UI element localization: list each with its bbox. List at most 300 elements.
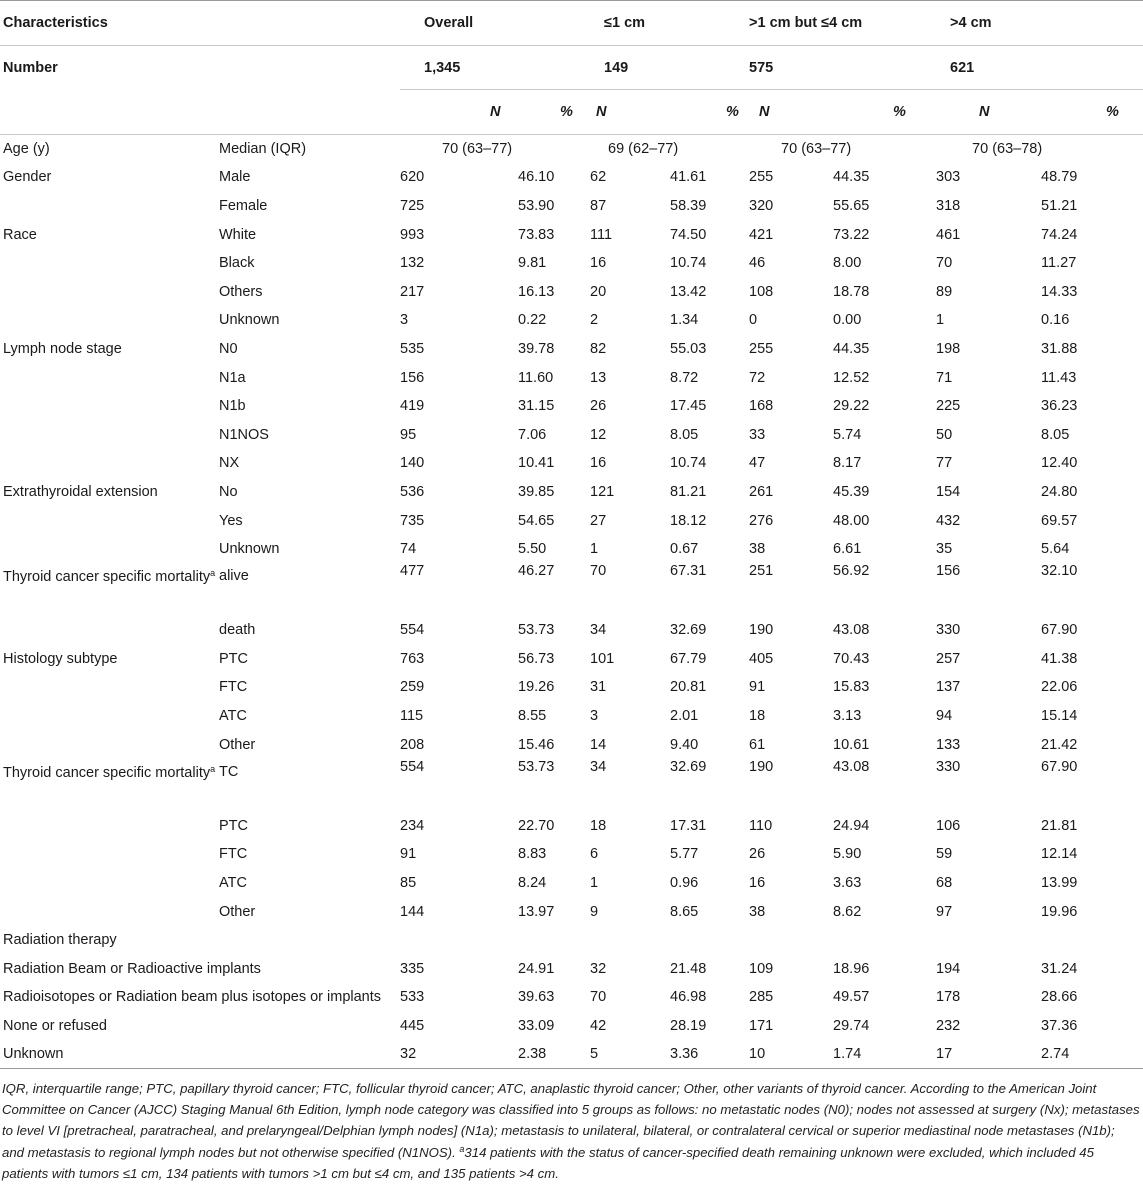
count-cell: 445 [400,1018,425,1035]
group-header-le1cm: ≤1 cm [590,1,749,46]
count-cell: 0 [749,312,758,329]
percent-cell: 9.40 [670,736,699,753]
count-cell: 70 [936,255,953,272]
count-cell: 190 [749,622,774,639]
row-subcategory: N1b [219,398,246,415]
row-category [0,535,218,564]
count-cell: 89 [936,283,953,300]
count-cell: 34 [590,622,607,639]
percent-cell: 2.01 [670,708,699,725]
percent-cell: 22.06 [1041,679,1078,696]
percent-cell: 10.74 [670,455,707,472]
percent-cell: 41.38 [1041,650,1078,667]
count-cell: 171 [749,1018,774,1035]
row-category [0,506,218,535]
number-le1cm: 149 [590,46,749,90]
count-cell: 535 [400,340,425,357]
percent-cell: 3.13 [833,708,862,725]
count-cell: 72 [749,369,766,386]
percent-cell: 21.81 [1041,817,1078,834]
percent-cell: 45.39 [833,483,870,500]
count-cell: 38 [749,903,766,920]
count-cell: 16 [749,875,766,892]
table-row [0,673,1143,702]
row-subcategory: Unknown [219,312,280,329]
percent-cell: 37.36 [1041,1018,1078,1035]
percent-cell: 43.08 [833,758,870,775]
row-subcategory: ATC [219,708,247,725]
percent-cell: 11.27 [1041,255,1077,272]
count-cell: 87 [590,197,607,214]
percent-cell: 5.74 [833,426,862,443]
percent-cell: 32.10 [1041,563,1078,580]
table-row [0,812,1143,841]
percent-cell: 0.00 [833,312,862,329]
count-cell: 144 [400,903,425,920]
count-cell: 255 [749,169,774,186]
count-cell: 234 [400,817,425,834]
row-category [0,392,218,421]
count-cell: 85 [400,875,417,892]
count-cell: 18 [590,817,607,834]
count-cell: 190 [749,758,774,775]
table-row [0,702,1143,731]
count-cell: 251 [749,563,774,580]
count-cell: 50 [936,426,953,443]
percent-cell: 9.81 [518,255,547,272]
count-cell: 14 [590,736,607,753]
count-cell: 620 [400,169,425,186]
count-cell: 554 [400,622,425,639]
percent-cell: 22.70 [518,817,555,834]
row-category-text: Extrathyroidal extension [3,483,158,500]
count-cell: 330 [936,758,961,775]
median-value: 69 (62–77) [608,141,679,158]
table-row [0,897,1143,926]
percent-cell: 39.78 [518,340,555,357]
percent-cell: 81.21 [670,483,707,500]
percent-cell: 16.13 [518,283,555,300]
row-category [0,249,218,278]
median-value: 70 (63–77) [442,141,513,158]
percent-cell: 28.66 [1041,989,1078,1006]
count-cell: 421 [749,226,774,243]
count-cell: 993 [400,226,425,243]
percent-cell: 73.22 [833,226,870,243]
percent-cell: 10.41 [518,455,555,472]
count-cell: 405 [749,650,774,667]
percent-cell: 73.83 [518,226,555,243]
row-subcategory: Yes [219,512,243,529]
row-category [0,220,218,249]
percent-column-header: % [1106,104,1119,120]
percent-cell: 18.12 [670,512,707,529]
median-value: 70 (63–78) [972,141,1043,158]
percent-cell: 24.91 [518,960,555,977]
row-category [0,135,218,164]
percent-cell: 3.36 [670,1046,699,1063]
footnote-text: IQR, interquartile range; PTC, papillary thyroid cancer; FTC, follicular thyroid cancer; ATC, anaplastic thyroid cancer; Other, other variants of thyroid cancer. According to the American Joint Committee on Cancer (AJCC) Staging Manual 6th Edition, lymph node category was classified into 5 groups as follows: no metastatic nodes (N0); nodes not assessed at surgery (Nx); metastases to level VI [pretracheal, paratracheal, and prelaryngeal/Delphian lymph nodes] (N1a); metastasis to unilateral, bilateral, or contralateral cervical or superior mediastinal node metastases (N1b); and metastasis to regional lymph nodes but not otherwise specified (N1NOS). [2,1081,1140,1160]
percent-cell: 6.61 [833,541,862,558]
percent-cell: 31.88 [1041,340,1078,357]
percent-cell: 8.83 [518,846,547,863]
table-row [0,926,1143,955]
row-subcategory: Median (IQR) [219,141,307,158]
count-cell: 137 [936,679,961,696]
count-cell: 133 [936,736,961,753]
footnote-text-2: 314 patients with the status of cancer-specified death remaining unknown were excluded, which included 45 patients with tumors ≤1 cm, 134 patients with tumors >1 cm but ≤4 cm, and 135 patients >4 cm. [2,1144,1094,1181]
percent-cell: 31.15 [518,398,555,415]
percent-cell: 67.90 [1041,758,1078,775]
count-cell: 3 [590,708,599,725]
percent-cell: 54.65 [518,512,555,529]
table-row [0,163,1143,192]
count-cell: 225 [936,398,961,415]
count-cell: 461 [936,226,961,243]
count-cell: 31 [590,679,607,696]
percent-column-header: % [893,104,906,120]
count-cell: 735 [400,512,425,529]
table-row [0,420,1143,449]
row-category [0,702,218,731]
count-cell: 9 [590,903,599,920]
count-cell: 47 [749,455,766,472]
count-cell: 285 [749,989,774,1006]
percent-cell: 44.35 [833,340,870,357]
percent-cell: 17.45 [670,398,707,415]
count-cell: 91 [400,846,417,863]
count-cell: 121 [590,483,615,500]
count-cell: 94 [936,708,953,725]
row-category [0,897,218,926]
count-cell: 68 [936,875,953,892]
group-header-overall: Overall [400,1,590,46]
percent-cell: 51.21 [1041,197,1078,214]
percent-cell: 39.85 [518,483,555,500]
percent-cell: 55.03 [670,340,707,357]
row-category-text: Thyroid cancer specific mortality [3,569,211,586]
row-label: None or refused [3,1018,107,1035]
percent-cell: 67.79 [670,650,707,667]
count-cell: 27 [590,512,607,529]
number-1to4cm: 575 [749,46,936,90]
count-cell: 62 [590,169,607,186]
row-subcategory: Black [219,255,255,272]
row-category [0,478,218,507]
row-category [0,449,218,478]
percent-cell: 7.06 [518,426,547,443]
percent-cell: 0.67 [670,541,699,558]
table-body [0,135,1143,1069]
count-cell: 32 [590,960,607,977]
n-percent-header-row [0,90,1143,135]
percent-cell: 11.43 [1041,369,1077,386]
percent-cell: 53.90 [518,197,555,214]
percent-cell: 8.72 [670,369,699,386]
percent-cell: 70.43 [833,650,870,667]
row-label: Radiation Beam or Radioactive implants [3,960,261,977]
count-cell: 232 [936,1018,961,1035]
group-header-gt4cm: >4 cm [936,1,1143,46]
count-cell: 101 [590,650,615,667]
percent-cell: 44.35 [833,169,870,186]
count-cell: 46 [749,255,766,272]
row-category [0,645,218,674]
percent-cell: 67.90 [1041,622,1078,639]
count-cell: 70 [590,563,607,580]
percent-cell: 15.46 [518,736,555,753]
footnote-superscript: a [459,1143,465,1154]
percent-cell: 0.96 [670,875,699,892]
group-header-row [0,1,1143,46]
count-cell: 419 [400,398,425,415]
percent-cell: 15.83 [833,679,870,696]
percent-cell: 10.61 [833,736,870,753]
count-cell: 725 [400,197,425,214]
table-row [0,135,1143,164]
table-row [0,645,1143,674]
percent-cell: 55.65 [833,197,870,214]
count-cell: 74 [400,541,417,558]
count-cell: 156 [936,563,961,580]
count-cell: 198 [936,340,961,357]
count-cell: 59 [936,846,953,863]
count-cell: 20 [590,283,607,300]
count-cell: 110 [749,817,773,834]
row-category-text: Lymph node stage [3,340,122,357]
count-cell: 10 [749,1046,766,1063]
percent-cell: 10.74 [670,255,707,272]
row-subcategory: No [219,483,238,500]
percent-cell: 11.60 [518,369,554,386]
table-row [0,563,1143,616]
count-cell: 132 [400,255,425,272]
percent-cell: 8.55 [518,708,547,725]
count-cell: 276 [749,512,774,529]
count-cell: 261 [749,483,774,500]
count-cell: 6 [590,846,599,863]
percent-cell: 46.98 [670,989,707,1006]
percent-cell: 3.63 [833,875,862,892]
count-cell: 154 [936,483,961,500]
count-cell: 217 [400,283,425,300]
percent-cell: 29.22 [833,398,870,415]
table-row [0,392,1143,421]
percent-cell: 28.19 [670,1018,707,1035]
count-cell: 16 [590,455,607,472]
percent-cell: 36.23 [1041,398,1078,415]
characteristics-header: Characteristics [0,1,218,46]
row-subcategory: White [219,226,257,243]
row-subcategory: N0 [219,340,238,357]
row-subcategory: PTC [219,817,248,834]
count-cell: 82 [590,340,607,357]
count-cell: 318 [936,197,961,214]
table-row [0,535,1143,564]
number-gt4cm: 621 [936,46,1143,90]
percent-cell: 8.65 [670,903,699,920]
percent-column-header: % [726,104,739,120]
count-cell: 115 [400,708,424,725]
percent-cell: 21.48 [670,960,707,977]
table-row [0,616,1143,645]
percent-cell: 5.50 [518,541,547,558]
count-cell: 32 [400,1046,417,1063]
percent-cell: 12.14 [1041,846,1078,863]
n-column-header: N [759,104,770,120]
count-cell: 5 [590,1046,599,1063]
percent-cell: 8.17 [833,455,862,472]
table-row [0,220,1143,249]
percent-cell: 48.00 [833,512,870,529]
percent-cell: 18.96 [833,960,870,977]
count-cell: 1 [590,541,599,558]
percent-cell: 14.33 [1041,283,1078,300]
percent-cell: 13.99 [1041,875,1078,892]
percent-cell: 13.97 [518,903,555,920]
count-cell: 109 [749,960,774,977]
row-category [0,420,218,449]
count-cell: 95 [400,426,417,443]
table-row [0,249,1143,278]
percent-cell: 49.57 [833,989,870,1006]
count-cell: 13 [590,369,607,386]
count-cell: 477 [400,563,425,580]
table-row [0,506,1143,535]
percent-cell: 15.14 [1041,708,1078,725]
row-subcategory: Unknown [219,541,280,558]
percent-cell: 20.81 [670,679,707,696]
count-cell: 77 [936,455,953,472]
count-cell: 140 [400,455,425,472]
count-cell: 108 [749,283,774,300]
row-subcategory: PTC [219,650,248,667]
count-cell: 255 [749,340,774,357]
row-label: Unknown [3,1046,64,1063]
n-column-header: N [596,104,607,120]
row-category [0,306,218,335]
percent-cell: 32.69 [670,758,707,775]
number-label: Number [3,59,58,76]
count-cell: 178 [936,989,961,1006]
count-cell: 12 [590,426,607,443]
row-subcategory: Other [219,903,256,920]
table-row [0,955,1143,984]
percent-cell: 19.96 [1041,903,1078,920]
table-row [0,335,1143,364]
percent-cell: 0.22 [518,312,547,329]
percent-cell: 5.64 [1041,541,1070,558]
percent-column-header: % [560,104,573,120]
row-subcategory: Female [219,197,268,214]
row-category [0,616,218,645]
table-row [0,1012,1143,1041]
percent-cell: 5.77 [670,846,699,863]
row-category [0,335,218,364]
row-subcategory: Others [219,283,263,300]
count-cell: 42 [590,1018,607,1035]
count-cell: 432 [936,512,961,529]
count-cell: 536 [400,483,425,500]
count-cell: 533 [400,989,425,1006]
percent-cell: 74.24 [1041,226,1078,243]
table-row [0,983,1143,1012]
count-cell: 208 [400,736,425,753]
n-column-header: N [490,104,501,120]
count-cell: 156 [400,369,425,386]
count-cell: 35 [936,541,953,558]
count-cell: 303 [936,169,961,186]
percent-cell: 48.79 [1041,169,1078,186]
row-category-text: Gender [3,169,52,186]
table-row [0,840,1143,869]
count-cell: 111 [590,226,613,243]
percent-cell: 32.69 [670,622,707,639]
count-cell: 168 [749,398,774,415]
row-subcategory: Male [219,169,251,186]
percent-cell: 67.31 [670,563,707,580]
percent-cell: 24.94 [833,817,870,834]
row-subcategory: Other [219,736,256,753]
percent-cell: 2.38 [518,1046,547,1063]
row-category-text: Age (y) [3,141,50,158]
row-category [0,363,218,392]
percent-cell: 19.26 [518,679,555,696]
count-cell: 1 [936,312,945,329]
table-row [0,192,1143,221]
count-cell: 26 [590,398,607,415]
row-category-text: Race [3,226,37,243]
percent-cell: 8.05 [670,426,699,443]
table-footnote [2,1078,1140,1184]
table-row [0,306,1143,335]
row-category [0,192,218,221]
count-cell: 257 [936,650,961,667]
percent-cell: 53.73 [518,758,555,775]
percent-cell: 8.05 [1041,426,1070,443]
row-category [0,812,218,841]
count-cell: 33 [749,426,766,443]
median-value: 70 (63–77) [781,141,852,158]
percent-cell: 41.61 [670,169,707,186]
row-subcategory: death [219,622,256,639]
percent-cell: 0.16 [1041,312,1070,329]
count-cell: 17 [936,1046,953,1063]
count-cell: 97 [936,903,953,920]
percent-cell: 69.57 [1041,512,1078,529]
row-subcategory: FTC [219,679,248,696]
row-category [0,563,218,616]
count-cell: 763 [400,650,425,667]
percent-cell: 8.24 [518,875,547,892]
percent-cell: 13.42 [670,283,707,300]
table-row [0,363,1143,392]
count-cell: 61 [749,736,766,753]
percent-cell: 58.39 [670,197,707,214]
count-cell: 34 [590,758,607,775]
row-subcategory: N1a [219,369,246,386]
table-row [0,730,1143,759]
count-cell: 70 [590,989,607,1006]
row-category [0,277,218,306]
percent-cell: 17.31 [670,817,707,834]
count-cell: 335 [400,960,425,977]
percent-cell: 43.08 [833,622,870,639]
count-cell: 18 [749,708,766,725]
row-category-text: Histology subtype [3,650,118,667]
percent-cell: 5.90 [833,846,862,863]
footnote-marker: a [210,568,216,579]
